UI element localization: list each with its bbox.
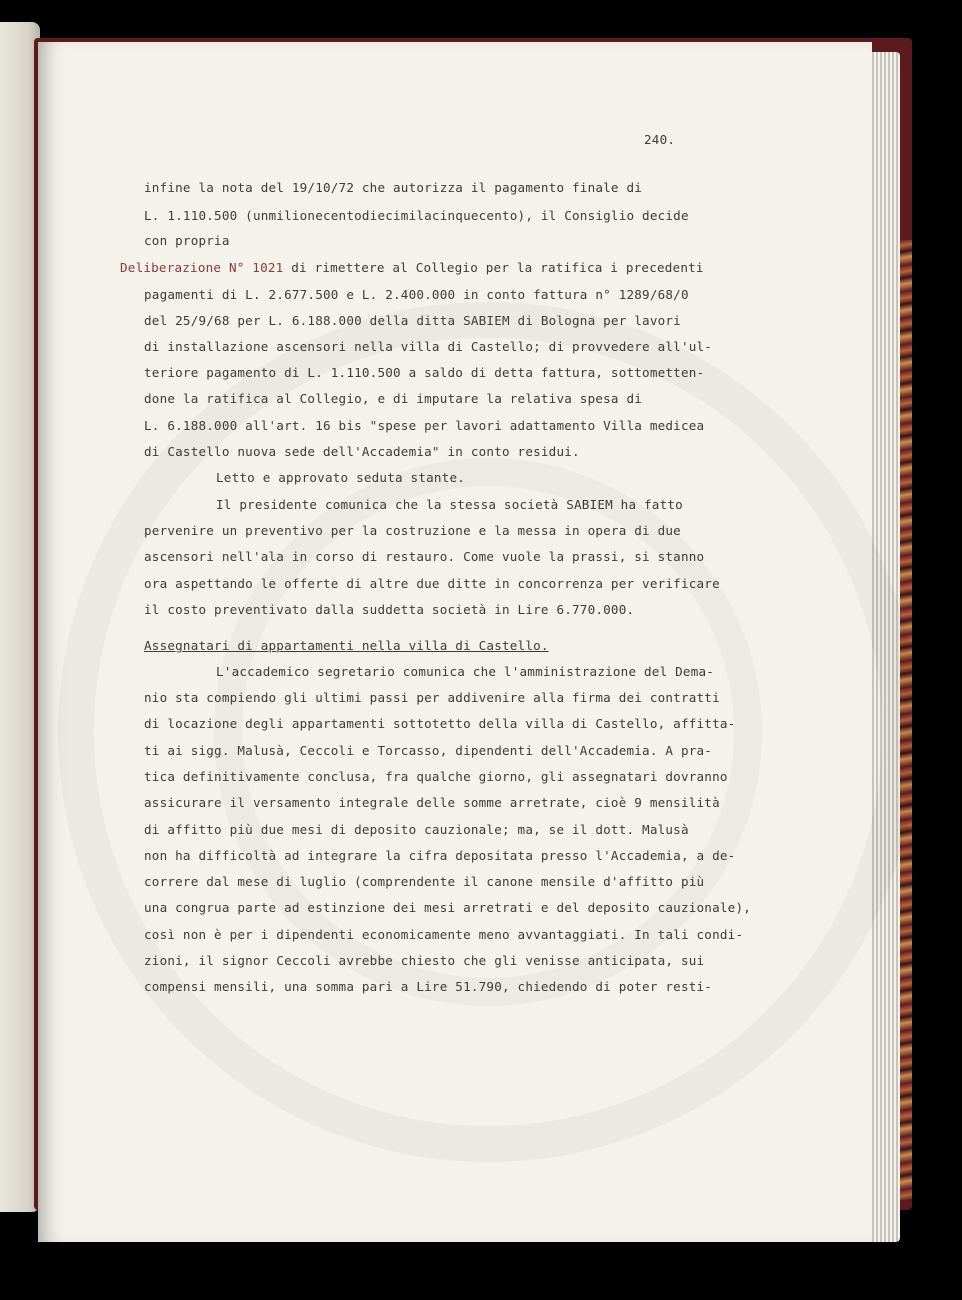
text-line: teriore pagamento di L. 1.110.500 a saldo di detta fattura, sottometten-: [144, 365, 705, 380]
text-line: correre dal mese di luglio (comprendente il canone mensile d'affitto più: [144, 874, 705, 889]
text-line: con propria: [144, 233, 230, 248]
text-line: non ha difficoltà ad integrare la cifra depositata presso l'Accademia, a de-: [144, 848, 736, 863]
section-heading: Assegnatari di appartamenti nella villa di Castello.: [144, 638, 549, 653]
document-page: [38, 42, 872, 1242]
text-line: L. 1.110.500 (unmilionecentodiecimilacinquecento), il Consiglio decide: [144, 208, 689, 223]
text-line: done la ratifica al Collegio, e di imputare la relativa spesa di: [144, 391, 643, 406]
text-line: infine la nota del 19/10/72 che autorizza il pagamento finale di: [144, 180, 643, 195]
text-line: ora aspettando le offerte di altre due ditte in concorrenza per verificare: [144, 576, 720, 591]
text-line: compensi mensili, una somma pari a Lire 51.790, chiedendo di poter resti-: [144, 979, 713, 994]
text-line: assicurare il versamento integrale delle somme arretrate, cioè 9 mensilità: [144, 795, 720, 810]
text-line: ascensori nell'ala in corso di restauro. Come vuole la prassi, si stanno: [144, 549, 705, 564]
text-line: Il presidente comunica che la stessa società SABIEM ha fatto: [216, 497, 683, 512]
text-line: Letto e approvato seduta stante.: [216, 470, 466, 485]
marbled-endpaper: [900, 240, 912, 1200]
text-line: di locazione degli appartamenti sottotetto della villa di Castello, affitta-: [144, 716, 736, 731]
text-line: ti ai sigg. Malusà, Ceccoli e Torcasso, dipendenti dell'Accademia. A pra-: [144, 743, 713, 758]
text-line: di affitto più due mesi di deposito cauzionale; ma, se il dott. Malusà: [144, 822, 689, 837]
text-line: del 25/9/68 per L. 6.188.000 della ditta SABIEM di Bologna per lavori: [144, 313, 681, 328]
text-line: di Castello nuova sede dell'Accademia" in conto residui.: [144, 444, 580, 459]
text-line: zioni, il signor Ceccoli avrebbe chiesto che gli venisse anticipata, sui: [144, 953, 705, 968]
text-line: L'accademico segretario comunica che l'amministrazione del Dema-: [216, 664, 715, 679]
text-line: pervenire un preventivo per la costruzione e la messa in opera di due: [144, 523, 681, 538]
text-line: pagamenti di L. 2.677.500 e L. 2.400.000 in conto fattura n° 1289/68/0: [144, 287, 689, 302]
text-line: il costo preventivato dalla suddetta società in Lire 6.770.000.: [144, 602, 635, 617]
text-line: nio sta compiendo gli ultimi passi per addivenire alla firma dei contratti: [144, 690, 720, 705]
text-line: L. 6.188.000 all'art. 16 bis "spese per lavori adattamento Villa medicea: [144, 418, 705, 433]
deliberation-line: [120, 260, 704, 275]
deliberation-text: di rimettere al Collegio per la ratifica i precedenti: [283, 260, 704, 275]
text-line: tica definitivamente conclusa, fra qualche giorno, gli assegnatari dovranno: [144, 769, 728, 784]
text-line: una congrua parte ad estinzione dei mesi arretrati e del deposito cauzionale),: [144, 900, 752, 915]
deliberation-number: Deliberazione N° 1021: [120, 260, 284, 275]
text-line: così non è per i dipendenti economicamente meno avvantaggiati. In tali condi-: [144, 927, 744, 942]
page-text: [38, 42, 872, 1242]
page-number: 240.: [644, 132, 676, 147]
text-line: di installazione ascensori nella villa di Castello; di provvedere all'ul-: [144, 339, 713, 354]
